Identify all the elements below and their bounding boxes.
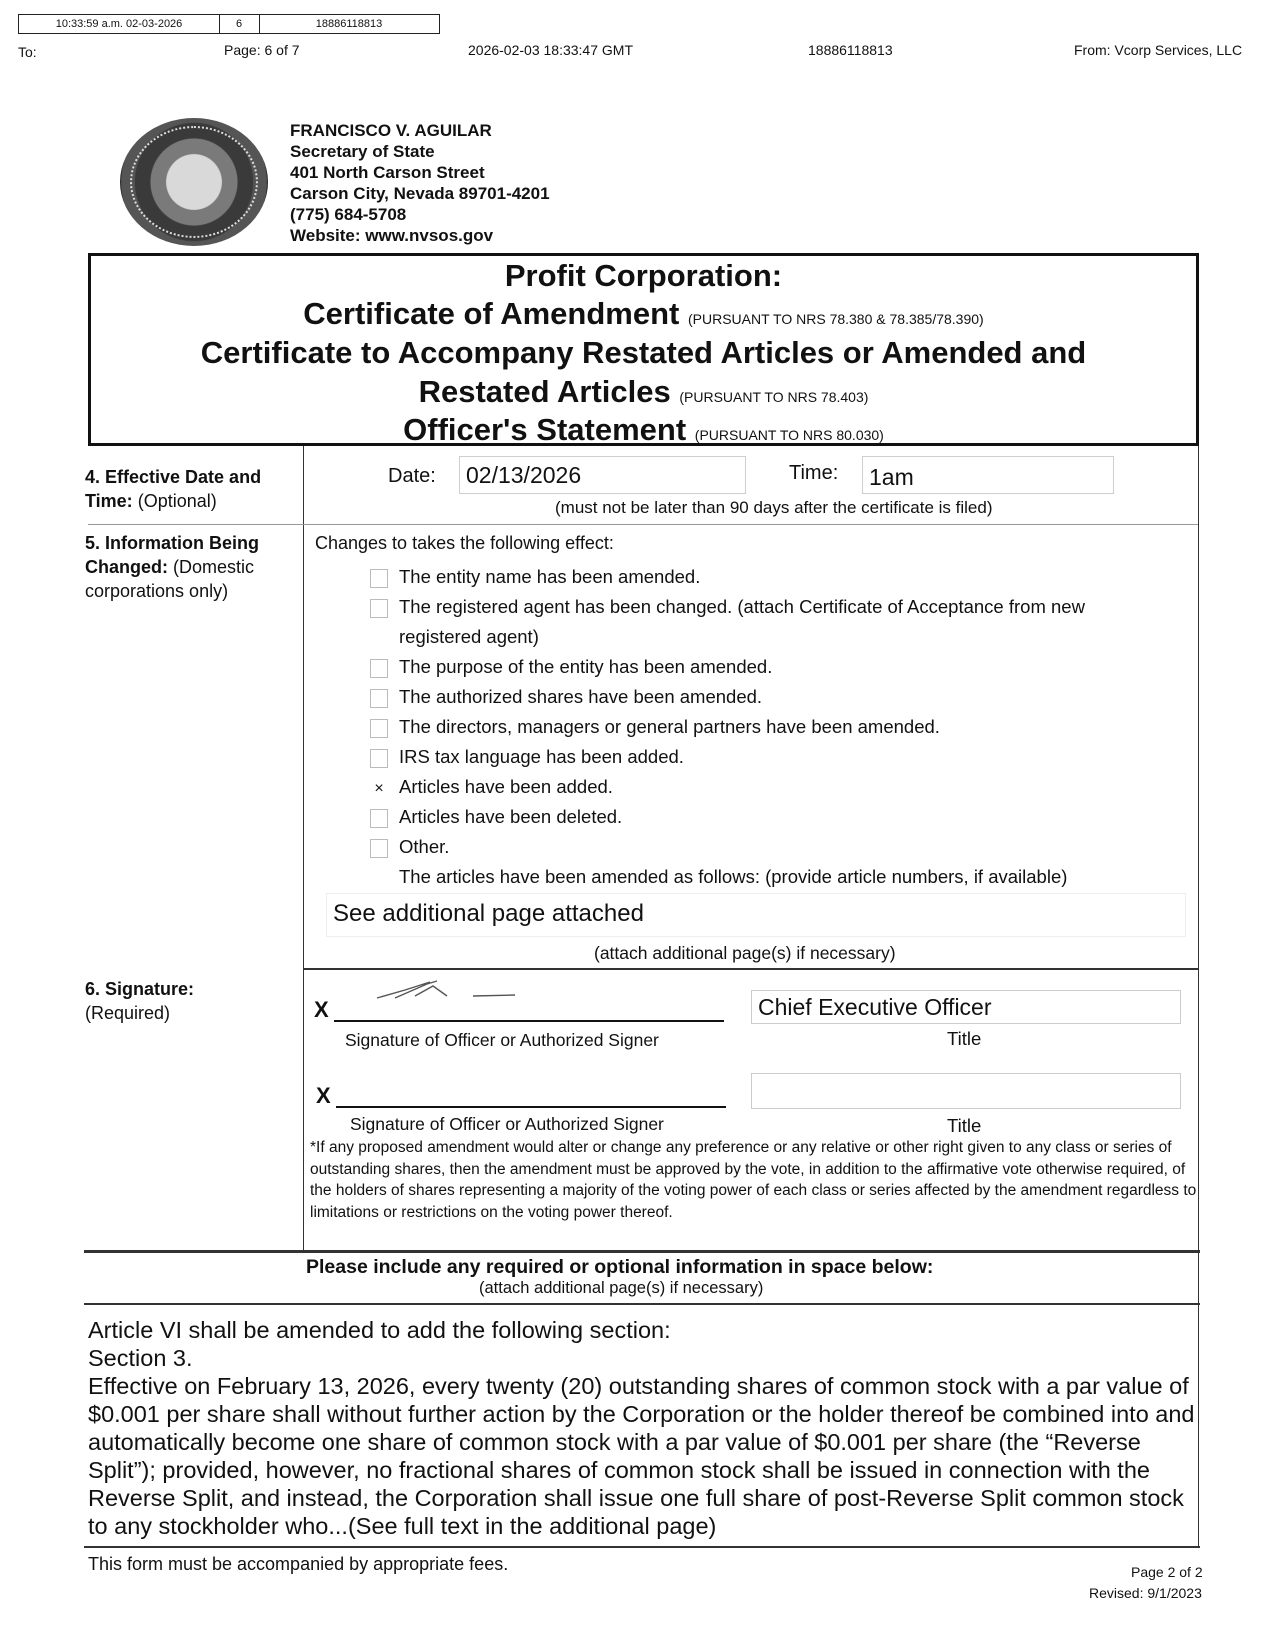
- effective-time-field[interactable]: 1am: [862, 456, 1114, 494]
- section5-label: 5. Information Being Changed: (Domestic corporations only): [85, 533, 260, 601]
- row-divider-6: [84, 1250, 1200, 1253]
- fax-page: Page: 6 of 7: [224, 42, 300, 58]
- option-other: Other.: [399, 836, 450, 857]
- option-articles-added: Articles have been added.: [399, 776, 613, 797]
- option-articles-deleted: Articles have been deleted.: [399, 806, 623, 827]
- signature1-caption: Signature of Officer or Authorized Signer: [345, 1030, 659, 1050]
- office-website: Website: www.nvsos.gov: [290, 226, 494, 245]
- form-title-line2: Certificate of Amendment (PURSUANT TO NRS 78.380 & 78.385/78.390): [303, 296, 984, 331]
- date-note: (must not be later than 90 days after the certificate is filed): [555, 498, 993, 517]
- amended-prompt: The articles have been amended as follows: (provide article numbers, if available): [399, 866, 1068, 887]
- option-directors: The directors, managers or general partners have been amended.: [399, 716, 940, 737]
- secretary-title: Secretary of State: [290, 142, 435, 161]
- extra-info-subheading: (attach additional page(s) if necessary): [479, 1279, 764, 1297]
- page-number: Page 2 of 2: [1131, 1564, 1203, 1580]
- checkbox-articles-deleted[interactable]: [370, 809, 388, 828]
- checkbox-articles-added[interactable]: ×: [370, 779, 388, 798]
- signature1-x: X: [314, 997, 329, 1022]
- checkbox-entity-name[interactable]: [370, 569, 388, 588]
- checkbox-irs-tax[interactable]: [370, 749, 388, 768]
- form-title-line5: Officer's Statement (PURSUANT TO NRS 80.030): [403, 412, 884, 447]
- bottom-divider: [84, 1546, 1200, 1548]
- date-label: Date:: [388, 465, 436, 487]
- revised-date: Revised: 9/1/2023: [1089, 1585, 1202, 1601]
- checkbox-purpose[interactable]: [370, 659, 388, 678]
- checkbox-authorized-shares[interactable]: [370, 689, 388, 708]
- row-divider-4: [88, 524, 1198, 525]
- signature1-line[interactable]: [334, 1020, 724, 1022]
- option-purpose: The purpose of the entity has been amended.: [399, 656, 773, 677]
- right-border: [1198, 446, 1199, 1546]
- checkbox-registered-agent[interactable]: [370, 599, 388, 618]
- fax-header-box: [18, 14, 440, 34]
- signature2-caption: Signature of Officer or Authorized Signer: [350, 1114, 664, 1134]
- title1-field[interactable]: Chief Executive Officer: [751, 990, 1181, 1024]
- option-irs-tax: IRS tax language has been added.: [399, 746, 684, 767]
- office-phone: (775) 684-5708: [290, 205, 407, 224]
- signature2-line[interactable]: [336, 1106, 726, 1108]
- office-city: Carson City, Nevada 89701-4201: [290, 184, 550, 203]
- form-title-box: [88, 253, 1199, 446]
- option-entity-name: The entity name has been amended.: [399, 566, 701, 587]
- option-registered-agent: The registered agent has been changed. (attach Certificate of Acceptance from new: [399, 596, 1085, 617]
- fees-note: This form must be accompanied by appropriate fees.: [88, 1554, 509, 1574]
- office-address: [290, 120, 550, 246]
- secretary-name: FRANCISCO V. AGUILAR: [290, 121, 492, 140]
- row-divider-5: [303, 968, 1198, 970]
- option-authorized-shares: The authorized shares have been amended.: [399, 686, 763, 707]
- checkbox-directors[interactable]: [370, 719, 388, 738]
- signature2-x: X: [316, 1083, 331, 1108]
- extra-info-text: [88, 1316, 1198, 1540]
- fax-to-label: To:: [18, 44, 37, 60]
- title2-caption: Title: [947, 1115, 982, 1136]
- form-title-line3: Certificate to Accompany Restated Articles or Amended and: [200, 335, 1087, 370]
- title1-caption: Title: [947, 1028, 982, 1049]
- form-title-line1: Profit Corporation:: [504, 258, 783, 293]
- fax-number: 18886118813: [808, 42, 893, 58]
- article-line2: Section 3.: [88, 1345, 193, 1371]
- form-title-line4: Restated Articles (PURSUANT TO NRS 78.403): [418, 374, 869, 409]
- fax-timestamp: 2026-02-03 18:33:47 GMT: [468, 42, 633, 58]
- title2-field[interactable]: [751, 1073, 1181, 1109]
- extra-info-heading: Please include any required or optional information in space below:: [306, 1256, 934, 1278]
- fax-box-page: 6: [219, 15, 260, 33]
- signature-scribble: [375, 976, 525, 1004]
- article-line1: Article VI shall be amended to add the following section:: [88, 1317, 671, 1343]
- office-street: 401 North Carson Street: [290, 163, 485, 182]
- time-label: Time:: [789, 462, 839, 484]
- state-seal: [120, 118, 268, 246]
- fax-from: From: Vcorp Services, LLC: [1074, 42, 1243, 58]
- fax-box-time: 10:33:59 a.m. 02-03-2026: [19, 15, 220, 33]
- article-body: Effective on February 13, 2026, every twenty (20) outstanding shares of common stock with a par value of $0.001 per share shall without further action by the Corporation or the holder thereof be combined into and automatically become one share of common stock with a par value of $0.001 per share (the “Reverse Split”); provided, however, no fractional shares of common stock shall be issued in connection with the Reverse Split, and instead, the Corporation shall issue one full share of post-Reverse Split common stock to any stockholder who...(See full text in the additional page): [88, 1373, 1195, 1539]
- section4-label: 4. Effective Date and Time: (Optional): [85, 467, 262, 511]
- option-registered-agent-cont: registered agent): [399, 626, 539, 647]
- checkbox-other[interactable]: [370, 839, 388, 858]
- effective-date-field[interactable]: 02/13/2026: [459, 456, 746, 494]
- row-divider-extra: [84, 1303, 1200, 1305]
- column-divider: [303, 446, 304, 1252]
- changes-intro: Changes to takes the following effect:: [315, 533, 614, 553]
- amended-articles-field[interactable]: See additional page attached: [326, 893, 1186, 937]
- fax-box-number: 18886118813: [315, 18, 383, 30]
- amendment-vote-note: *If any proposed amendment would alter or change any preference or any relative or other right given to any class or series of outstanding shares, then the amendment must be approved by the vote, in addition to the affirmative vote otherwise required, of the holders of shares representing a majority of the voting power of each class or series affected by the amendment regardless to limitations or restrictions on the voting power thereof.: [310, 1139, 1197, 1221]
- attach-note-5: (attach additional page(s) if necessary): [594, 943, 896, 963]
- section6-label: 6. Signature: (Required): [85, 979, 195, 1023]
